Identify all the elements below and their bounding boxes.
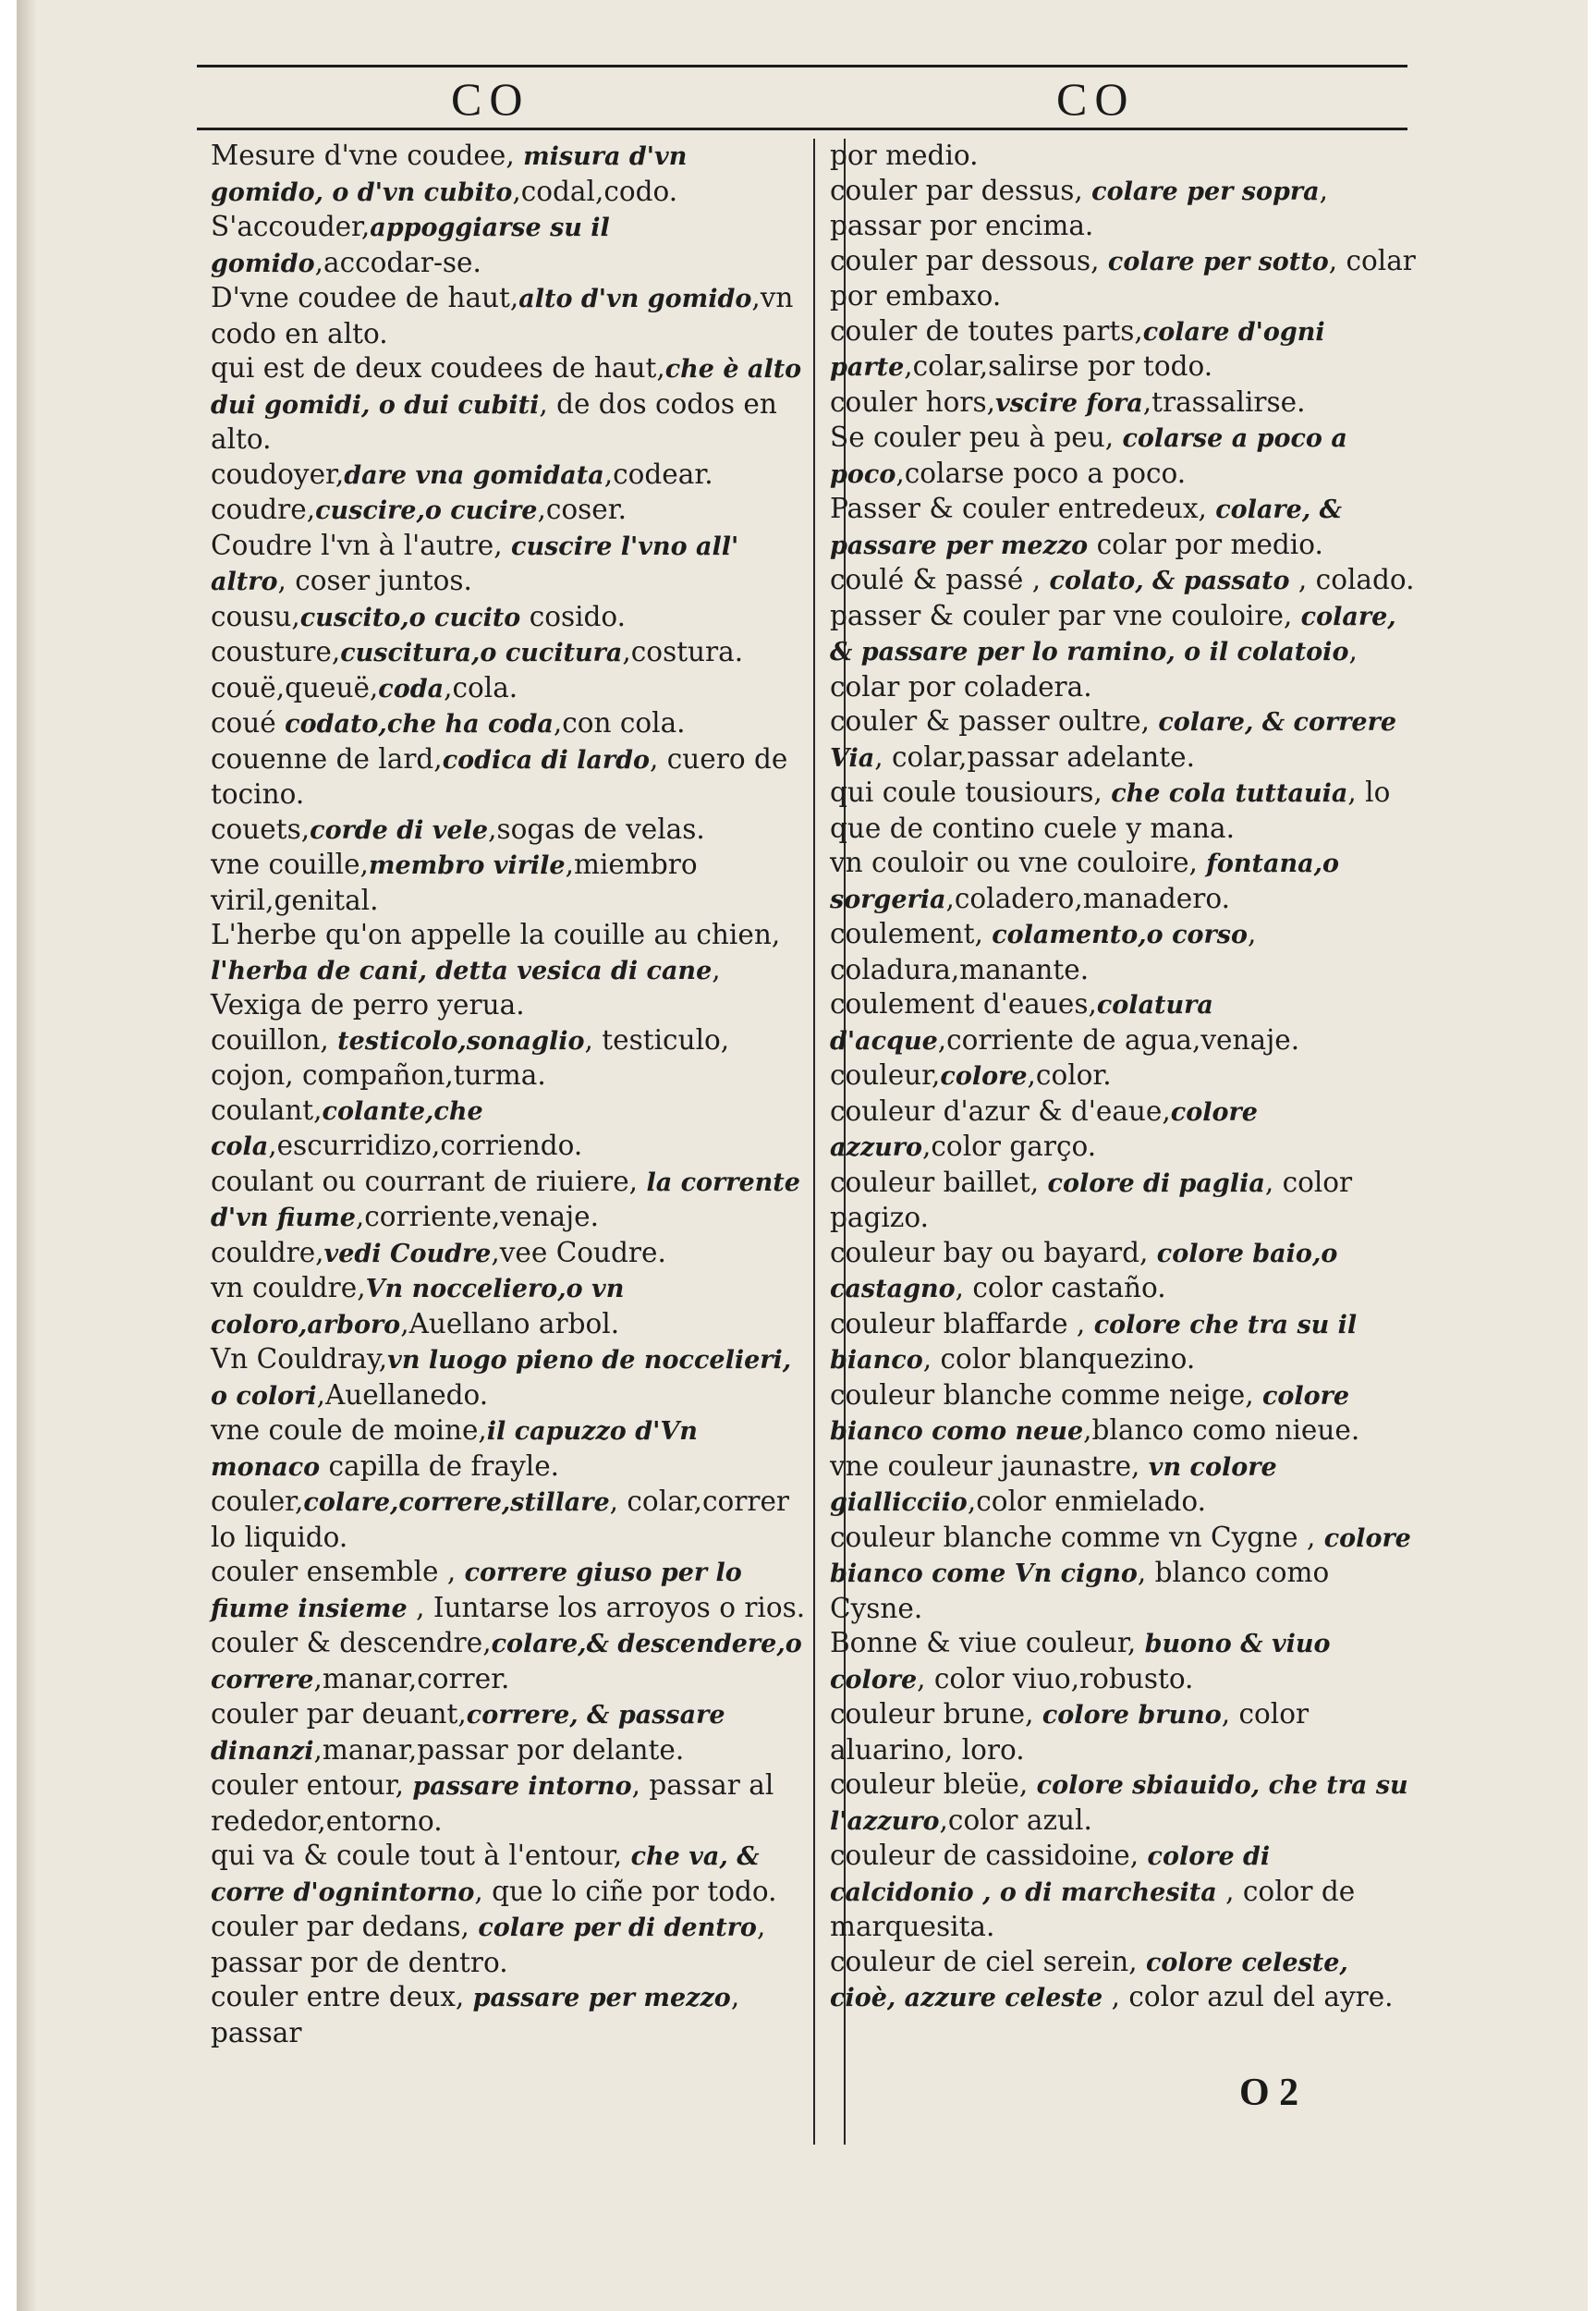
- entry-spanish-gloss: cosido.: [520, 600, 627, 632]
- entry-italian-gloss: colato, & passato: [1049, 567, 1290, 595]
- dictionary-entry: [211, 1165, 807, 1236]
- entry-italian-gloss: cuscitura,o cucitura: [340, 639, 623, 667]
- dictionary-entry: [830, 917, 1421, 987]
- entry-french-headword: couler ensemble ,: [211, 1556, 465, 1587]
- entry-french-headword: qui coule tousiours,: [830, 776, 1112, 808]
- entry-italian-gloss: colore azzuro: [830, 1097, 1258, 1162]
- dictionary-entry: [830, 1166, 1421, 1236]
- entry-french-headword: coulé & passé ,: [830, 564, 1050, 595]
- entry-italian-gloss: correre giuso per lo fiume insieme: [211, 1559, 742, 1623]
- entry-french-headword: coulant ou courrant de riuiere,: [211, 1165, 647, 1197]
- entry-french-headword: coulement d'eaues,: [830, 988, 1097, 1020]
- entry-spanish-gloss: ,trassalirse.: [1142, 385, 1306, 418]
- entry-french-headword: couldre,: [211, 1236, 324, 1268]
- entry-spanish-gloss: , Vexiga de perro yerua.: [211, 953, 721, 1021]
- entry-italian-gloss: passare intorno: [412, 1772, 632, 1801]
- entry-french-headword: Passer & couler entredeux,: [830, 493, 1216, 524]
- entry-spanish-gloss: ,sogas de velas.: [488, 813, 705, 845]
- dictionary-entry: [211, 1839, 807, 1910]
- entry-spanish-gloss: ,color azul.: [939, 1804, 1092, 1836]
- entry-spanish-gloss: ,codal,codo.: [512, 175, 678, 207]
- entry-french-headword: couler par dessous,: [830, 244, 1108, 276]
- entry-french-headword: Bonne & viue couleur,: [830, 1627, 1145, 1658]
- entry-french-headword: vne couleur jaunastre,: [830, 1449, 1149, 1482]
- dictionary-entry: [830, 139, 1421, 174]
- dictionary-entry: [211, 1236, 807, 1272]
- entry-spanish-gloss: ,cola.: [444, 671, 518, 703]
- entry-italian-gloss: colarse a poco a poco: [830, 424, 1347, 489]
- dictionary-entry: [830, 563, 1421, 599]
- entry-french-headword: couleur,: [830, 1059, 941, 1091]
- entry-spanish-gloss: , colar,correr lo liquido.: [211, 1486, 789, 1553]
- entry-italian-gloss: colatura d'acque: [830, 991, 1213, 1056]
- entry-french-headword: Se couler peu à peu,: [830, 422, 1123, 453]
- dictionary-entry: [211, 351, 807, 458]
- entry-spanish-gloss: ,coser.: [537, 494, 627, 525]
- entry-italian-gloss: appoggiarse su il gomido: [211, 214, 610, 278]
- entry-italian-gloss: colare d'ogni parte: [830, 317, 1325, 382]
- running-head-left: CO: [451, 73, 530, 125]
- entry-french-headword: couler & descendre,: [211, 1627, 492, 1658]
- dictionary-entry: [830, 1094, 1421, 1166]
- entry-italian-gloss: la corrente d'vn fiume: [211, 1168, 800, 1232]
- entry-spanish-gloss: , color de marquesita.: [830, 1875, 1356, 1942]
- left-column: [211, 139, 807, 2050]
- dictionary-entry: [830, 174, 1421, 244]
- dictionary-entry: [211, 742, 807, 813]
- entry-italian-gloss: colare, & correre Via: [830, 708, 1397, 773]
- entry-spanish-gloss: ,colar,salirse por todo.: [904, 350, 1213, 382]
- entry-italian-gloss: colore: [940, 1062, 1028, 1091]
- entry-spanish-gloss: , color blanquezino.: [922, 1343, 1196, 1375]
- dictionary-entry: [211, 706, 807, 742]
- entry-spanish-gloss: , colar por coladera.: [830, 635, 1358, 703]
- entry-spanish-gloss: , blanco como Cysne.: [830, 1557, 1330, 1624]
- entry-spanish-gloss: , cuero de tocino.: [211, 742, 788, 810]
- dictionary-entry: [211, 600, 807, 636]
- entry-italian-gloss: membro virile: [368, 851, 566, 880]
- entry-spanish-gloss: ,manar,correr.: [313, 1662, 510, 1694]
- entry-italian-gloss: colore sbiauido, che tra su l'azzuro: [830, 1771, 1408, 1836]
- dictionary-entry: [830, 1378, 1421, 1449]
- dictionary-entry: [830, 987, 1421, 1058]
- entry-italian-gloss: codato,che ha coda: [285, 710, 554, 739]
- entry-spanish-gloss: ,coladero,manadero.: [945, 882, 1230, 914]
- entry-french-headword: couler de toutes parts,: [830, 314, 1143, 347]
- entry-french-headword: couler hors,: [830, 385, 996, 418]
- dictionary-entry: [211, 1910, 807, 1980]
- entry-french-headword: couler & passer oultre,: [830, 705, 1159, 737]
- entry-french-headword: Coudre l'vn à l'autre,: [211, 529, 512, 561]
- entry-italian-gloss: vn colore giallicciio: [830, 1452, 1277, 1517]
- dictionary-entry: [211, 1555, 807, 1626]
- entry-spanish-gloss: , colar,passar adelante.: [874, 740, 1195, 773]
- right-column: [830, 139, 1421, 2016]
- entry-spanish-gloss: ,Auellanedo.: [316, 1378, 489, 1411]
- entry-french-headword: coudre,: [211, 494, 316, 525]
- entry-italian-gloss: vedi Coudre: [323, 1239, 492, 1268]
- dictionary-entry: [830, 1839, 1421, 1945]
- entry-italian-gloss: colare,correre,stillare: [303, 1488, 610, 1517]
- dictionary-entry: [830, 1521, 1421, 1627]
- dictionary-entry: [211, 1271, 807, 1342]
- dictionary-entry: [211, 1980, 807, 2050]
- entry-italian-gloss: colore di calcidonio , o di marchesita: [830, 1842, 1271, 1907]
- dictionary-entry: [211, 813, 807, 849]
- dictionary-entry: [830, 1307, 1421, 1378]
- entry-italian-gloss: codica di lardo: [442, 745, 651, 775]
- entry-french-headword: couleur baillet,: [830, 1166, 1048, 1198]
- entry-italian-gloss: colore bruno: [1042, 1701, 1222, 1730]
- entry-french-headword: couleur bay ou bayard,: [830, 1236, 1157, 1268]
- entry-italian-gloss: colore celeste, cioè, azzure celeste: [830, 1948, 1348, 2012]
- entry-italian-gloss: il capuzzo d'Vn monaco: [211, 1417, 698, 1482]
- entry-french-headword: coulant,: [211, 1094, 323, 1126]
- dictionary-entry: [830, 244, 1421, 314]
- dictionary-entry: [830, 1945, 1421, 2016]
- entry-french-headword: L'herbe qu'on appelle la couille au chien,: [211, 919, 781, 950]
- dictionary-page: [17, 0, 1588, 2311]
- entry-french-headword: Mesure d'vne coudee,: [211, 140, 524, 171]
- entry-italian-gloss: cuscire l'vno all' altro: [211, 532, 739, 596]
- entry-spanish-gloss: , color viuo,robusto.: [917, 1662, 1194, 1694]
- entry-spanish-gloss: colar por medio.: [1088, 528, 1323, 560]
- dictionary-entry: [211, 1768, 807, 1839]
- entry-spanish-gloss: , colar por embaxo.: [830, 244, 1416, 312]
- dictionary-entry: [830, 421, 1421, 492]
- entry-spanish-gloss: , color castaño.: [955, 1272, 1166, 1303]
- entry-italian-gloss: dare vna gomidata: [344, 460, 604, 490]
- entry-spanish-gloss: ,blanco como nieue.: [1083, 1414, 1360, 1446]
- entry-spanish-gloss: por medio.: [830, 140, 979, 171]
- entry-french-headword: passer & couler par vne couloire,: [830, 599, 1301, 631]
- entry-italian-gloss: colore bianco como neue: [830, 1381, 1350, 1446]
- entry-spanish-gloss: , passar al rededor,entorno.: [211, 1769, 774, 1837]
- column-divider: [813, 139, 815, 2145]
- entry-italian-gloss: colare per sotto: [1107, 247, 1329, 276]
- dictionary-entry: [211, 458, 807, 494]
- entry-italian-gloss: colore bianco come Vn cigno: [830, 1523, 1411, 1588]
- entry-spanish-gloss: ,colarse poco a poco.: [895, 457, 1187, 489]
- entry-spanish-gloss: ,color enmielado.: [967, 1486, 1206, 1517]
- entry-spanish-gloss: ,color.: [1027, 1059, 1112, 1091]
- dictionary-entry: [830, 314, 1421, 385]
- entry-french-headword: couleur de ciel serein,: [830, 1945, 1146, 1977]
- entry-italian-gloss: colore di paglia: [1047, 1168, 1265, 1198]
- dictionary-entry: [211, 493, 807, 529]
- dictionary-entry: [830, 704, 1421, 776]
- entry-spanish-gloss: ,codear.: [603, 458, 713, 490]
- entry-italian-gloss: correre, & passare dinanzi: [211, 1701, 725, 1766]
- entry-spanish-gloss: ,vn codo en alto.: [211, 282, 794, 349]
- entry-spanish-gloss: ,costura.: [622, 636, 744, 667]
- entry-italian-gloss: colante,che cola: [211, 1096, 483, 1161]
- entry-french-headword: vn couloir ou vne couloire,: [830, 847, 1207, 878]
- entry-french-headword: coué: [211, 707, 286, 739]
- entry-spanish-gloss: , coser juntos.: [277, 565, 472, 596]
- entry-italian-gloss: l'herba de cani, detta vesica di cane: [211, 956, 713, 985]
- entry-italian-gloss: cuscire,o cucire: [315, 496, 538, 525]
- entry-italian-gloss: Vn nocceliero,o vn coloro,arboro: [211, 1275, 625, 1339]
- dictionary-entry: [211, 635, 807, 671]
- entry-french-headword: cousu,: [211, 600, 300, 632]
- dictionary-entry: [830, 776, 1421, 846]
- entry-french-headword: vn couldre,: [211, 1272, 366, 1303]
- entry-italian-gloss: che va, & corre d'ognintorno: [211, 1842, 760, 1907]
- entry-french-headword: qui va & coule tout à l'entour,: [211, 1840, 631, 1871]
- entry-spanish-gloss: , coladura,manante.: [830, 918, 1257, 985]
- entry-spanish-gloss: , color aluarino, loro.: [830, 1698, 1310, 1766]
- entry-spanish-gloss: , color azul del ayre.: [1103, 1981, 1394, 2012]
- entry-spanish-gloss: ,manar,passar por delante.: [313, 1733, 685, 1766]
- entry-spanish-gloss: , passar por encima.: [830, 174, 1329, 241]
- entry-italian-gloss: fontana,o sorgeria: [830, 850, 1340, 914]
- entry-spanish-gloss: , que lo ciñe por todo.: [474, 1875, 777, 1907]
- entry-spanish-gloss: ,Auellano arbol.: [400, 1307, 620, 1339]
- entry-spanish-gloss: capilla de frayle.: [320, 1449, 560, 1482]
- entry-italian-gloss: cuscito,o cucito: [299, 603, 521, 632]
- entry-french-headword: couleur bleüe,: [830, 1768, 1037, 1800]
- entry-spanish-gloss: , passar por de dentro.: [211, 1911, 766, 1978]
- entry-spanish-gloss: ,color garço.: [922, 1131, 1097, 1162]
- dictionary-entry: [211, 1697, 807, 1768]
- entry-french-headword: Vn Couldray,: [211, 1343, 388, 1375]
- entry-spanish-gloss: ,vee Coudre.: [491, 1236, 666, 1268]
- entry-french-headword: couler par dedans,: [211, 1911, 479, 1942]
- entry-french-headword: coulement,: [830, 918, 993, 949]
- entry-french-headword: couleur blaffarde ,: [830, 1307, 1094, 1339]
- entry-italian-gloss: misura d'vn gomido, o d'vn cubito: [211, 142, 688, 207]
- entry-spanish-gloss: , colado.: [1289, 564, 1415, 595]
- entry-spanish-gloss: ,escurridizo,corriendo.: [268, 1130, 583, 1161]
- entry-italian-gloss: colore baio,o castagno: [830, 1239, 1338, 1303]
- entry-italian-gloss: alto d'vn gomido: [518, 285, 752, 313]
- top-rule: [197, 65, 1407, 67]
- entry-spanish-gloss: , passar: [211, 1981, 740, 2048]
- dictionary-entry: [830, 1767, 1421, 1839]
- entry-french-headword: couleur blanche comme vn Cygne ,: [830, 1521, 1324, 1553]
- entry-french-headword: couillon,: [211, 1023, 338, 1056]
- entry-french-headword: couleur d'azur & d'eaue,: [830, 1094, 1171, 1127]
- entry-french-headword: D'vne coudee de haut,: [211, 282, 519, 313]
- dictionary-entry: [211, 1485, 807, 1555]
- dictionary-entry: [211, 1342, 807, 1413]
- entry-french-headword: couler entour,: [211, 1769, 413, 1801]
- dictionary-entry: [211, 918, 807, 1023]
- entry-spanish-gloss: , color pagizo.: [830, 1166, 1353, 1233]
- entry-italian-gloss: vn luogo pieno de noccelieri, o colori: [211, 1346, 792, 1411]
- entry-italian-gloss: buono & viuo colore: [830, 1630, 1331, 1694]
- entry-spanish-gloss: ,con cola.: [553, 707, 686, 739]
- entry-french-headword: couleur brune,: [830, 1698, 1042, 1730]
- entry-french-headword: qui est de deux coudees de haut,: [211, 352, 665, 384]
- dictionary-entry: [211, 1094, 807, 1165]
- entry-italian-gloss: corde di vele: [310, 815, 489, 845]
- entry-italian-gloss: colare, & passare per lo ramino, o il colatoio: [830, 602, 1396, 666]
- entry-french-headword: couets,: [211, 813, 311, 845]
- dictionary-entry: [830, 1626, 1421, 1697]
- dictionary-entry: [830, 1449, 1421, 1521]
- entry-italian-gloss: colare,& descendere,o correre: [211, 1630, 802, 1694]
- entry-french-headword: cousture,: [211, 636, 341, 667]
- entry-italian-gloss: colare, & passare per mezzo: [830, 495, 1343, 560]
- dictionary-entry: [211, 848, 807, 918]
- page-gutter-shadow: [17, 0, 37, 2311]
- entry-french-headword: vne coule de moine,: [211, 1414, 487, 1446]
- dictionary-entry: [211, 671, 807, 707]
- entry-italian-gloss: che è alto dui gomidi, o dui cubiti: [211, 355, 802, 420]
- dictionary-entry: [211, 1023, 807, 1094]
- entry-spanish-gloss: ,miembro viril,genital.: [211, 849, 698, 916]
- dictionary-entry: [830, 1236, 1421, 1307]
- entry-french-headword: couler par dessus,: [830, 174, 1092, 206]
- running-head-right: CO: [1056, 73, 1136, 125]
- entry-italian-gloss: coda: [378, 674, 445, 703]
- entry-french-headword: couler par deuant,: [211, 1698, 467, 1730]
- entry-french-headword: vne couille,: [211, 849, 369, 880]
- entry-italian-gloss: colore che tra su il bianco: [830, 1310, 1358, 1375]
- entry-french-headword: couenne de lard,: [211, 742, 443, 775]
- entry-spanish-gloss: , lo que de contino cuele y mana.: [830, 776, 1391, 844]
- dictionary-entry: [211, 529, 807, 600]
- entry-french-headword: couler entre deux,: [211, 1981, 473, 2012]
- dictionary-entry: [830, 1058, 1421, 1094]
- entry-spanish-gloss: , Iuntarse los arroyos o rios.: [407, 1591, 806, 1623]
- entry-spanish-gloss: ,accodar-se.: [314, 246, 481, 278]
- dictionary-entry: [211, 281, 807, 351]
- entry-italian-gloss: vscire fora: [995, 388, 1143, 418]
- entry-french-headword: couë,queuë,: [211, 671, 379, 703]
- dictionary-entry: [211, 1626, 807, 1697]
- entry-french-headword: couler,: [211, 1486, 304, 1517]
- dictionary-entry: [830, 492, 1421, 563]
- entry-french-headword: S'accouder,: [211, 211, 371, 242]
- entry-italian-gloss: testicolo,sonaglio: [337, 1026, 585, 1056]
- dictionary-entry: [211, 1413, 807, 1485]
- entry-italian-gloss: colamento,o corso: [992, 921, 1248, 949]
- entry-spanish-gloss: , de dos codos en alto.: [211, 387, 777, 455]
- dictionary-entry: [211, 139, 807, 210]
- dictionary-entry: [830, 599, 1421, 705]
- dictionary-entry: [830, 846, 1421, 917]
- entry-italian-gloss: che cola tuttauia: [1111, 779, 1348, 808]
- dictionary-entry: [830, 385, 1421, 422]
- entry-spanish-gloss: ,corriente de agua,venaje.: [937, 1023, 1300, 1056]
- entry-spanish-gloss: , testiculo, cojon, compañon,turma.: [211, 1023, 730, 1091]
- entry-italian-gloss: colare per sopra: [1091, 177, 1320, 206]
- entry-italian-gloss: passare per mezzo: [472, 1984, 731, 2012]
- entry-spanish-gloss: ,corriente,venaje.: [355, 1201, 600, 1232]
- entry-italian-gloss: colare per di dentro: [478, 1914, 757, 1942]
- entry-french-headword: couleur blanche comme neige,: [830, 1378, 1262, 1411]
- entry-french-headword: coudoyer,: [211, 458, 345, 490]
- folio-signature: O 2: [1239, 2072, 1299, 2114]
- dictionary-entry: [211, 210, 807, 281]
- header-rule: [197, 128, 1407, 130]
- dictionary-entry: [830, 1697, 1421, 1767]
- entry-french-headword: couleur de cassidoine,: [830, 1840, 1148, 1871]
